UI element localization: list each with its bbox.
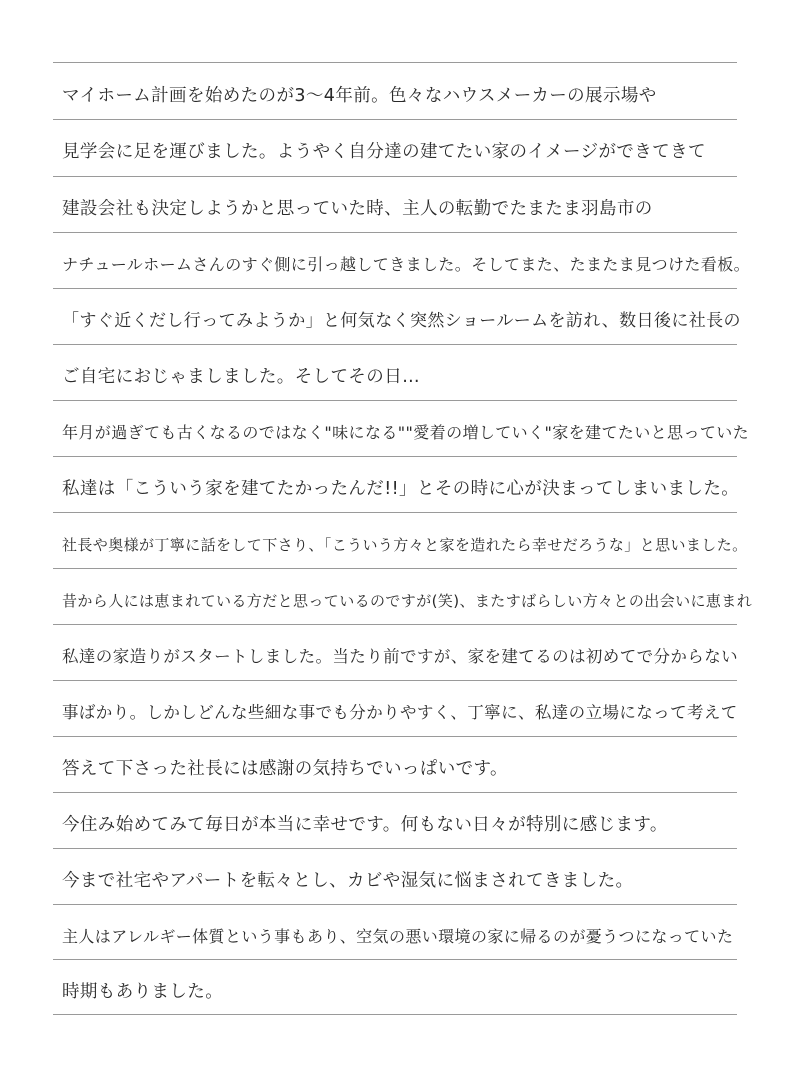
ruled-line bbox=[53, 680, 737, 681]
letter-line: ナチュールホームさんのすぐ側に引っ越してきました。そしてまた、たまたま見つけた看板。 bbox=[62, 255, 751, 274]
ruled-line bbox=[53, 62, 737, 63]
ruled-line bbox=[53, 232, 737, 233]
ruled-line bbox=[53, 624, 737, 625]
letter-line: 社長や奥様が丁寧に話をして下さり、「こういう方々と家を造れたら幸せだろうな」と思いました。 bbox=[62, 536, 748, 554]
ruled-line bbox=[53, 456, 737, 457]
letter-line: 年月が過ぎても古くなるのではなく"味になる""愛着の増していく"家を建てたいと思っていた bbox=[62, 423, 750, 442]
letter-line: 今まで社宅やアパートを転々とし、カビや湿気に悩まされてきました。 bbox=[62, 871, 634, 891]
letter-line: 事ばかり。しかしどんな些細な事でも分かりやすく、丁寧に、私達の立場になって考えて bbox=[62, 703, 738, 722]
letter-line: 私達の家造りがスタートしました。当たり前ですが、家を建てるのは初めてで分からない bbox=[62, 647, 738, 666]
ruled-line bbox=[53, 176, 737, 177]
letter-line: ご自宅におじゃましました。そしてその日… bbox=[62, 367, 420, 387]
ruled-line bbox=[53, 512, 737, 513]
letter-line: 昔から人には恵まれている方だと思っているのですが(笑)、またすばらしい方々との出会いに恵まれ bbox=[62, 592, 752, 610]
letter-line: 見学会に足を運びました。ようやく自分達の建てたい家のイメージができてきて bbox=[62, 142, 706, 162]
ruled-line bbox=[53, 959, 737, 960]
ruled-line bbox=[53, 344, 737, 345]
letter-line: 「すぐ近くだし行ってみようか」と何気なく突然ショールームを訪れ、数日後に社長の bbox=[62, 311, 741, 331]
letter-line: マイホーム計画を始めたのが3～4年前。色々なハウスメーカーの展示場や bbox=[62, 86, 657, 106]
letter-line: 今住み始めてみて毎日が本当に幸せです。何もない日々が特別に感じます。 bbox=[62, 815, 668, 835]
ruled-line bbox=[53, 848, 737, 849]
letter-line: 時期もありました。 bbox=[62, 982, 224, 1002]
ruled-line bbox=[53, 400, 737, 401]
ruled-line bbox=[53, 736, 737, 737]
ruled-line bbox=[53, 119, 737, 120]
ruled-line bbox=[53, 904, 737, 905]
letter-line: 主人はアレルギー体質という事もあり、空気の悪い環境の家に帰るのが憂うつになっていた bbox=[62, 927, 734, 946]
letter-line: 答えて下さった社長には感謝の気持ちでいっぱいです。 bbox=[62, 759, 508, 779]
ruled-line bbox=[53, 792, 737, 793]
ruled-line bbox=[53, 1014, 737, 1015]
ruled-line bbox=[53, 568, 737, 569]
letter-line: 私達は「こういう家を建てたかったんだ!!」とその時に心が決まってしまいました。 bbox=[62, 479, 740, 499]
ruled-line bbox=[53, 288, 737, 289]
letter-line: 建設会社も決定しようかと思っていた時、主人の転勤でたまたま羽島市の bbox=[62, 199, 653, 219]
